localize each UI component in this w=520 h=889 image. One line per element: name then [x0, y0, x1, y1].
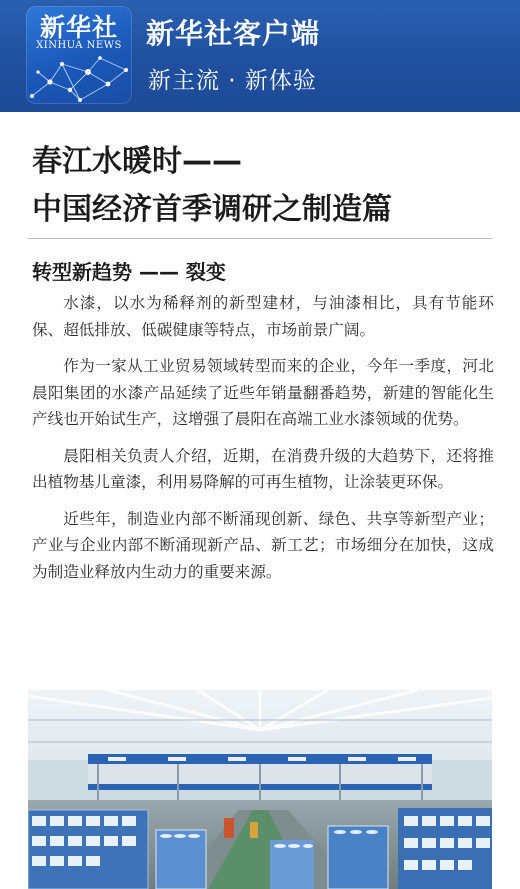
paragraph: 作为一家从工业贸易领域转型而来的企业，今年一季度，河北晨阳集团的水漆产品延续了近些年销量翻番趋势，新建的智能化生产线也开始试生产，这增强了晨阳在高端工业水漆领域的优势。	[32, 357, 494, 428]
title-divider	[28, 238, 492, 239]
app-banner	[0, 0, 520, 112]
article-title-line-2: 中国经济首季调研之制造篇	[32, 192, 392, 227]
article-title-line-1: 春江水暖时——	[32, 144, 242, 179]
xinhua-logo[interactable]	[26, 6, 132, 104]
app-title: 新华社客户端	[146, 17, 321, 50]
section-heading: 转型新趋势 —— 裂变	[32, 260, 226, 284]
article-body	[32, 290, 494, 595]
network-graphic-icon	[26, 52, 132, 104]
logo-chinese-text: 新华社	[39, 13, 118, 42]
logo-english-text: XINHUA NEWS	[36, 40, 122, 51]
article-title	[32, 138, 502, 234]
paragraph: 近些年，制造业内部不断涌现创新、绿色、共享等新型产业；产业与企业内部不断涌现新产品、新工艺；市场细分在加快，这成为制造业释放内生动力的重要来源。	[32, 509, 494, 581]
app-slogan: 新主流 · 新体验	[148, 68, 317, 94]
factory-warehouse-photo	[28, 690, 492, 889]
paragraph: 晨阳相关负责人介绍，近期，在消费升级的大趋势下，还将推出植物基儿童漆，利用易降解的可再生植物，让涂装更环保。	[32, 446, 494, 491]
paragraph: 水漆，以水为稀释剂的新型建材，与油漆相比，具有节能环保、超低排放、低碳健康等特点，市场前景广阔。	[32, 294, 494, 339]
